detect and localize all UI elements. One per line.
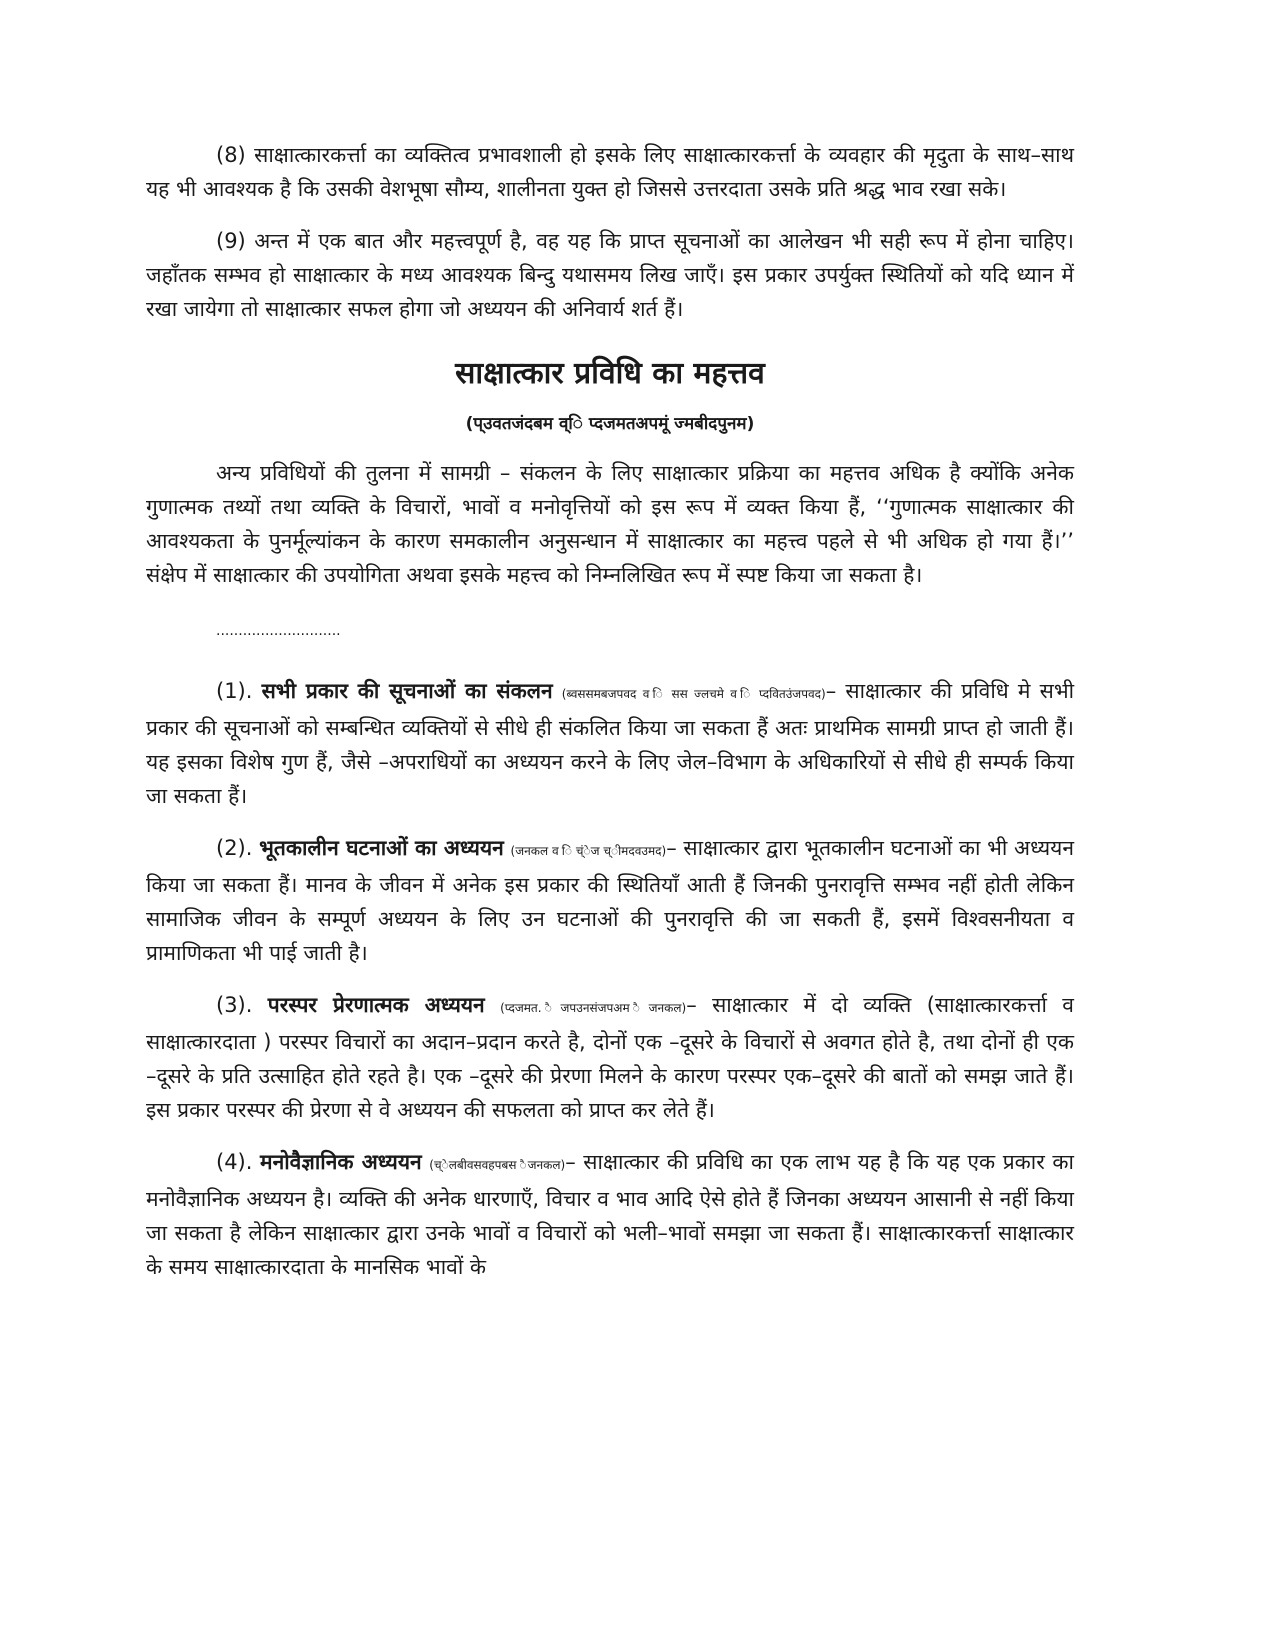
point-english-term: (प्दजमत. ैजपउनसंजपअम ैजनकल) [500, 1001, 687, 1015]
point-english-term: (च्ेलबीवसवहपबस ैजनकल) [429, 1158, 566, 1172]
point-english-term: (ब्वससमबजपवद व ि सस ज्लचमे व ि प्दवितउंजपवद) [561, 687, 826, 701]
document-page [146, 138, 1074, 1302]
point-heading: भूतकालीन घटनाओं का अध्ययन [259, 836, 504, 860]
point-number: (4). [216, 1150, 253, 1174]
point-paragraph-1 [146, 674, 1074, 813]
point-number: (3). [216, 993, 253, 1017]
section-subtitle: (प्उवतजंदबम व्ि प्दजमतअपमूं ज्मबीदपुनम) [465, 414, 755, 434]
point-number: (1). [216, 679, 253, 703]
point-paragraph-2 [146, 831, 1074, 970]
point-number: (2). [216, 836, 253, 860]
point-body: – साक्षात्कार में दो व्यक्ति (साक्षात्कारकर्त्ता व साक्षात्कारदाता ) परस्पर विचारों का अदान–प्रदान करते है, दोनों एक –दूसरे के विचारों से अवगत होते है, तथा दोनों ही एक –दूसरे के प्रति उत्साहित होते रहते है। एक –दूसरे की प्रेरणा मिलने के कारण परस्पर एक–दूसरे की बातों को समझ जाते हैं। इस प्रकार परस्पर की प्रेरणा से वे अध्ययन की सफलता को प्राप्त कर लेते हैं। [146, 993, 1074, 1122]
point-heading: सभी प्रकार की सूचनाओं का संकलन [261, 679, 553, 703]
point-heading: परस्पर प्रेरणात्मक अध्ययन [267, 993, 485, 1017]
intro-paragraph: अन्य प्रविधियों की तुलना में सामग्री – संकलन के लिए साक्षात्कार प्रक्रिया का महत्तव अधिक है क्योंकि अनेक गुणात्मक तथ्यों तथा व्यक्ति के विचारों, भावों व मनोवृत्तियों को इस रूप में व्यक्त किया हैं, ‘‘गुणात्मक साक्षात्कार की आवश्यकता के पुनर्मूल्यांकन के कारण समकालीन अनुसन्धान में साक्षात्कार का महत्त्व पहले से भी अधिक हो गया हैं।’’ संक्षेप में साक्षात्कार की उपयोगिता अथवा इसके महत्त्व को निम्नलिखित रूप में स्पष्ट किया जा सकता है। [146, 461, 1074, 587]
point-body: – साक्षात्कार द्वारा भूतकालीन घटनाओं का भी अध्ययन किया जा सकता हैं। मानव के जीवन में अनेक इस प्रकार की स्थितियाँ आती हैं जिनकी पुनरावृत्ति सम्भव नहीं होती लेकिन सामाजिक जीवन के सम्पूर्ण अध्ययन के लिए उन घटनाओं की पुनरावृत्ति की जा सकती हैं, इसमें विश्वसनीयता व प्रामाणिकता भी पाई जाती है। [146, 836, 1074, 965]
point-english-term: (जनकल व ि च्ंेज च्ीमदवउमद) [510, 844, 667, 858]
section-title: साक्षात्कार प्रविधि का महत्तव [455, 356, 765, 391]
point-paragraph-3 [146, 988, 1074, 1127]
point-body: – साक्षात्कार की प्रविधि मे सभी प्रकार की सूचनाओं को सम्बन्धित व्यक्तियों से सीधे ही संकलित किया जा सकता हैं अतः प्राथमिक सामग्री प्राप्त हो जाती हैं। यह इसका विशेष गुण हैं, जैसे –अपराधियों का अध्ययन करने के लिए जेल–विभाग के अधिकारियों से सीधे ही सम्पर्क किया जा सकता हैं। [146, 679, 1075, 808]
paragraph-point-9: (9) अन्त में एक बात और महत्त्वपूर्ण है, वह यह कि प्राप्त सूचनाओं का आलेखन भी सही रूप में होना चाहिए। जहाँतक सम्भव हो साक्षात्कार के मध्य आवश्यक बिन्दु यथासमय लिख जाएँ। इस प्रकार उपर्युक्त स्थितियों को यदि ध्यान में रखा जायेगा तो साक्षात्कार सफल होगा जो अध्ययन की अनिवार्य शर्त हैं। [146, 229, 1074, 321]
point-paragraph-4 [146, 1145, 1074, 1284]
point-body: – साक्षात्कार की प्रविधि का एक लाभ यह है कि यह एक प्रकार का मनोवैज्ञानिक अध्ययन है। व्यक्ति की अनेक धारणाएँ, विचार व भाव आदि ऐसे होते हैं जिनका अध्ययन आसानी से नहीं किया जा सकता है लेकिन साक्षात्कार द्वारा उनके भावों व विचारों को भली–भावों समझा जा सकता हैं। साक्षात्कारकर्त्ता साक्षात्कार के समय साक्षात्कारदाता के मानसिक भावों के [146, 1150, 1074, 1279]
paragraph-point-8: (8) साक्षात्कारकर्त्ता का व्यक्तित्व प्रभावशाली हो इसके लिए साक्षात्कारकर्त्ता के व्यवहार की मृदुता के साथ–साथ यह भी आवश्यक है कि उसकी वेशभूषा सौम्य, शालीनता युक्त हो जिससे उत्तरदाता उसके प्रति श्रद्ध भाव रखा सके। [146, 143, 1074, 201]
dotted-separator: ............................ [216, 623, 341, 639]
point-heading: मनोवैज्ञानिक अध्ययन [260, 1150, 422, 1174]
